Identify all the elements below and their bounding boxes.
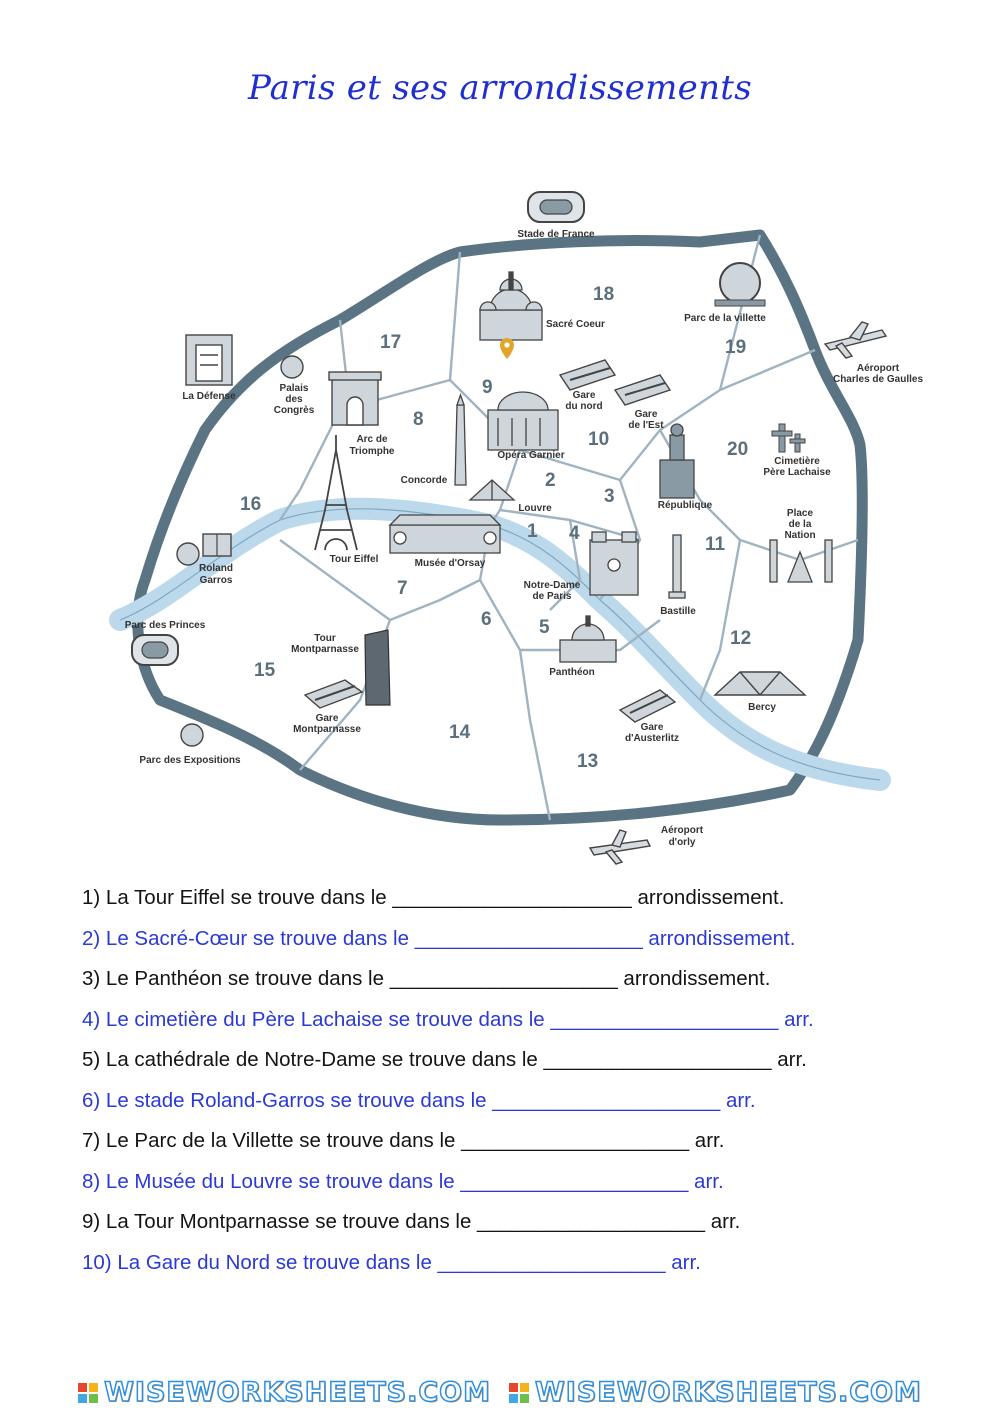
label-parc-princes: Parc des Princes (124, 620, 206, 631)
label-la-defense: La Défense (182, 391, 236, 402)
label-arc-2: Triomphe (349, 446, 395, 457)
label-palais-1: Palais (279, 383, 309, 394)
question-10: 10) La Gare du Nord se trouve dans le ____________________ arr. (82, 1250, 701, 1274)
la-defense-icon (186, 335, 232, 385)
palais-congres-icon (281, 356, 303, 378)
label-montparnasse-tour-2: Montparnasse (291, 644, 359, 655)
arr-3-label: 3 (604, 486, 615, 507)
label-stade-de-france: Stade de France (517, 229, 595, 240)
label-pantheon: Panthéon (549, 667, 595, 678)
label-austerlitz-1: Gare (640, 722, 664, 733)
arr-15-label: 15 (254, 660, 276, 681)
label-arc-1: Arc de (356, 434, 388, 445)
label-cimetiere-2: Père Lachaise (763, 467, 831, 478)
label-bastille: Bastille (660, 606, 696, 617)
label-tour-eiffel: Tour Eiffel (329, 554, 379, 565)
arr-6-label: 6 (481, 609, 492, 630)
arr-12-label: 12 (730, 628, 752, 649)
label-aeroport-cdg-1: Aéroport (856, 363, 900, 374)
arr-5-label: 5 (539, 617, 550, 638)
arr-7-label: 7 (397, 578, 408, 599)
arr-9-label: 9 (482, 377, 493, 398)
label-roland-1: Roland (199, 563, 233, 574)
label-gare-est-2: de l'Est (628, 420, 664, 431)
label-parc-villette: Parc de la villette (684, 313, 766, 324)
label-gare-nord-1: Gare (572, 390, 596, 401)
label-notre-dame-2: de Paris (532, 591, 572, 602)
arr-20-label: 20 (727, 439, 749, 460)
arr-11-label: 11 (705, 534, 726, 555)
label-gare-montparnasse-2: Montparnasse (293, 724, 361, 735)
label-gare-montparnasse-1: Gare (315, 713, 339, 724)
arc-triomphe-icon (329, 372, 381, 425)
label-notre-dame-1: Notre-Dame (523, 580, 581, 591)
question-7: 7) Le Parc de la Villette se trouve dans le ____________________ arr. (82, 1129, 725, 1152)
brand-text: WISEWORKSHEETS.COM (104, 1377, 491, 1408)
footer-banner (0, 1372, 1000, 1413)
label-sacre-coeur: Sacré Coeur (546, 319, 605, 330)
arr-13-label: 13 (577, 751, 599, 772)
stade-de-france-icon (528, 192, 584, 222)
label-montparnasse-tour-1: Tour (314, 633, 336, 644)
brand-logo-1[interactable] (78, 1377, 491, 1408)
brand-text: WISEWORKSHEETS.COM (535, 1377, 922, 1408)
arr-16-label: 16 (240, 494, 262, 515)
arr-4-label: 4 (569, 523, 580, 544)
question-2: 2) Le Sacré-Cœur se trouve dans le ____________________ arrondissement. (82, 926, 796, 950)
question-list (82, 886, 962, 1291)
arr-19-label: 19 (725, 337, 747, 358)
label-parc-expositions: Parc des Expositions (139, 755, 241, 766)
label-orsay: Musée d'Orsay (414, 558, 486, 569)
label-roland-2: Garros (199, 575, 233, 586)
label-gare-est-1: Gare (634, 409, 658, 420)
label-nation-2: de la (788, 519, 812, 530)
brand-mark-icon (78, 1383, 98, 1403)
question-6: 6) Le stade Roland-Garros se trouve dans le ____________________ arr. (82, 1088, 756, 1112)
page-title: Paris et ses arrondissements (248, 68, 752, 108)
question-1: 1) La Tour Eiffel se trouve dans le _____________________ arrondissement. (82, 886, 785, 909)
arr-17-label: 17 (380, 332, 402, 353)
arr-10-label: 10 (588, 429, 610, 450)
label-opera: Opéra Garnier (497, 450, 565, 461)
label-nation-3: Nation (784, 530, 816, 541)
question-9: 9) La Tour Montparnasse se trouve dans le ____________________ arr. (82, 1210, 741, 1233)
brand-logo-2[interactable] (509, 1377, 922, 1408)
airplane-cdg-icon (825, 322, 886, 358)
brand-mark-icon (509, 1383, 529, 1403)
label-concorde: Concorde (400, 475, 448, 486)
label-orly-1: Aéroport (660, 825, 704, 836)
question-4: 4) Le cimetière du Père Lachaise se trouve dans le ____________________ arr. (82, 1007, 814, 1031)
label-bercy: Bercy (748, 702, 776, 713)
label-austerlitz-2: d'Austerlitz (624, 733, 680, 744)
label-palais-2: des (285, 394, 303, 405)
notre-dame-icon (590, 532, 638, 595)
label-republique: République (657, 500, 713, 511)
label-nation-1: Place (786, 508, 814, 519)
label-orly-2: d'orly (668, 837, 696, 848)
label-palais-3: Congrès (273, 405, 315, 416)
label-cimetiere-1: Cimetière (774, 456, 820, 467)
paris-map (100, 180, 940, 870)
question-3: 3) Le Panthéon se trouve dans le ____________________ arrondissement. (82, 967, 771, 990)
arr-1-label: 1 (527, 521, 538, 542)
label-aeroport-cdg-2: Charles de Gaulles (832, 374, 924, 385)
arr-18-label: 18 (593, 284, 615, 305)
parc-expositions-icon (181, 724, 203, 746)
arr-8-label: 8 (413, 409, 424, 430)
question-8: 8) Le Musée du Louvre se trouve dans le ____________________ arr. (82, 1169, 724, 1193)
concorde-obelisk-icon (455, 395, 466, 485)
airplane-orly-icon (590, 830, 650, 864)
label-gare-nord-2: du nord (565, 401, 603, 412)
parc-princes-icon (132, 635, 178, 665)
arr-14-label: 14 (449, 722, 471, 743)
question-5: 5) La cathédrale de Notre-Dame se trouve dans le ____________________ arr. (82, 1048, 807, 1071)
arr-2-label: 2 (545, 470, 556, 491)
tour-montparnasse-icon (365, 630, 390, 705)
label-louvre: Louvre (518, 503, 552, 514)
musee-orsay-icon (390, 515, 500, 553)
